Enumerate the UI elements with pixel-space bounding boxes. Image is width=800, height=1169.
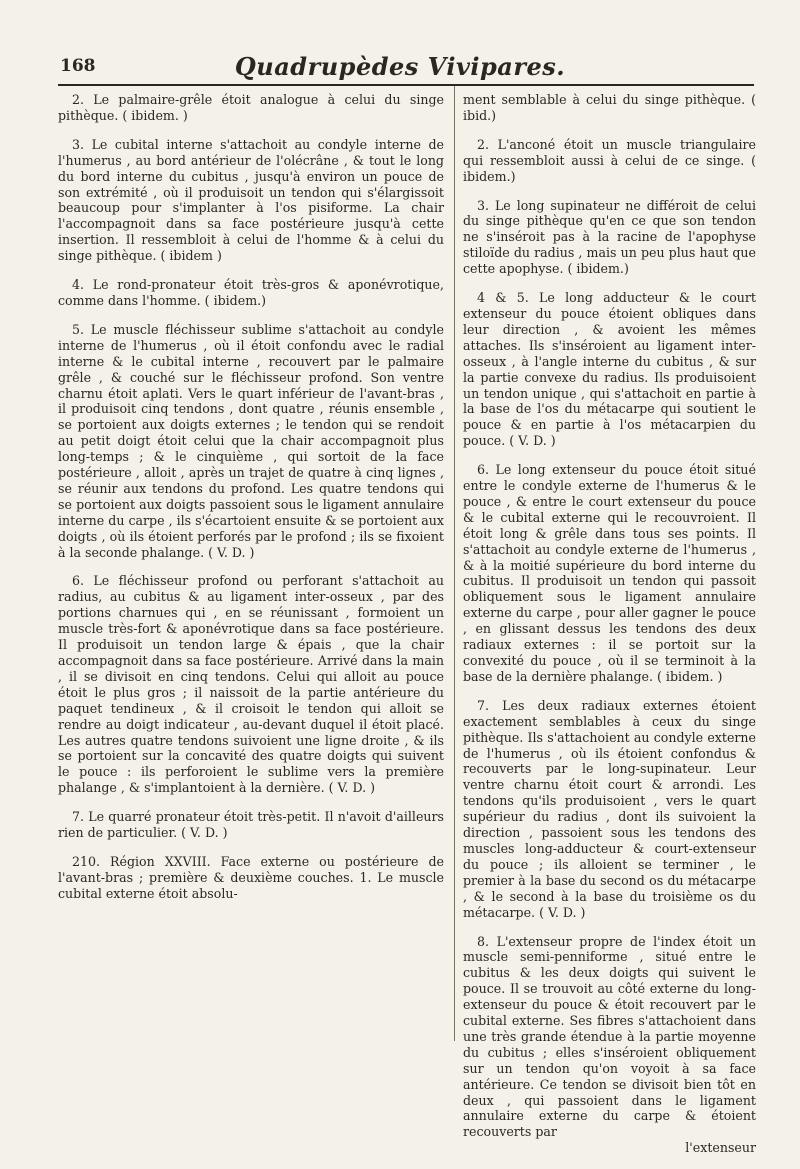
page-header [40,52,760,86]
header-rule [58,84,754,86]
paragraph: 4 & 5. Le long adducteur & le court extenseur du pouce étoient obliques dans leur direction , & avoient les mêmes attaches. Ils s'inséroient au ligament inter-osseux , à l'angle interne du cubitus , & sur la partie convexe du radius. Ils produisoient un tendon unique , qui s'attachoit en partie à la base de l'os du métacarpe qui soutient le pouce & en partie à l'os métacarpien du pouce. ( V. D. ) [463,290,756,449]
paragraph: 4. Le rond-pronateur étoit très-gros & aponévrotique, comme dans l'homme. ( ibidem.) [58,277,444,308]
paragraph: 6. Le long extenseur du pouce étoit situé entre le condyle externe de l'humerus & le pouce , & entre le court extenseur du pouce & le cubital externe qui le recouvroient. Il étoit long & grêle dans tous ses points. Il s'attachoit au condyle externe de l'humerus , & à la moitié supérieure du bord interne du cubitus. Il produisoit un tendon qui passoit obliquement sous le ligament annulaire externe du carpe , pour aller gagner le pouce , en glissant dessus les tendons des deux radiaux externes : il se portoit sur la convexité du pouce , où il se terminoit à la base de la dernière phalange. ( ibidem. ) [463,462,756,684]
paragraph: 7. Les deux radiaux externes étoient exactement semblables à ceux du singe pithèque. Ils s'attachoient au condyle externe de l'humerus , où ils étoient confondus & recouverts par le long-supinateur. Leur ventre charnu étoit court & arrondi. Les tendons qu'ils produisoient , vers le quart supérieur du radius , dont ils suivoient la direction , passoient sous les tendons des muscles long-adducteur & court-extenseur du pouce ; ils alloient se terminer , le premier à la base du second os du métacarpe , & le second à la base du troisième os du métacarpe. ( V. D. ) [463,697,756,920]
paragraph: 3. Le cubital interne s'attachoit au condyle interne de l'humerus , au bord antérieur de l'olécrâne , & tout le long du bord interne du cubitus , jusqu'à environ un pouce de son extrémité , où il produisoit un tendon qui s'élargissoit beaucoup pour s'implanter à l'os pisiforme. La chair l'accompagnoit dans sa face postérieure jusqu'à cette insertion. Il ressembloit à celui de l'homme & à celui du singe pithèque. ( ibidem ) [58,136,444,264]
paragraph: 2. L'anconé étoit un muscle triangulaire qui ressembloit aussi à celui de ce singe. ( ibidem.) [463,136,756,184]
paragraph: 5. Le muscle fléchisseur sublime s'attachoit au condyle interne de l'humerus , où il étoit confondu avec le radial interne & le cubital interne , recouvert par le palmaire grêle , & couché sur le fléchisseur profond. Son ventre charnu étoit aplati. Vers le quart inférieur de l'avant-bras , il produisoit cinq tendons , dont quatre , réunis ensemble , se portoient aux doigts externes ; le tendon qui se rendoit au petit doigt étoit celui que la chair accompagnoit plus long-temps ; & le cinquième , qui sortoit de la face postérieure , alloit , après un trajet de quatre à cinq lignes , se réunir aux tendons du profond. Les quatre tendons qui se portoient aux doigts passoient sous le ligament annulaire interne du carpe , ils s'écartoient ensuite & se portoient aux doigts , où ils étoient perforés par le profond ; ils se fixoient à la seconde phalange. ( V. D. ) [58,321,444,560]
right-column [463,92,756,1169]
catchword: l'extenseur [685,1140,756,1156]
paragraph: 7. Le quarré pronateur étoit très-petit. Il n'avoit d'ailleurs rien de particulier. ( V. D. ) [58,809,444,841]
paragraph: 6. Le fléchisseur profond ou perforant s'attachoit au radius, au cubitus & au ligament inter-osseux , par des portions charnues qui , en se réunissant , formoient un muscle très-fort & aponévrotique dans sa face postérieure. Il produisoit un tendon large & épais , que la chair accompagnoit dans sa face postérieure. Arrivé dans la main , il se divisoit en cinq tendons. Celui qui alloit au pouce étoit le plus gros ; il naissoit de la partie antérieure du paquet tendineux , & il croisoit le tendon qui alloit se rendre au doigt indicateur , au-devant duquel il étoit placé. Les autres quatre tendons suivoient une ligne droite , & ils se portoient sur la concavité des quatre doigts qui suivent le pouce : ils perforoient le sublime vers la première phalange , & s'implantoient à la dernière. ( V. D. ) [58,573,444,796]
left-column [58,92,444,902]
paragraph: 3. Le long supinateur ne différoit de celui du singe pithèque qu'en ce que son tendon ne s'inséroit pas à la racine de l'apophyse stiloïde du radius , mais un peu plus haut que cette apophyse. ( ibidem.) [463,197,756,277]
column-separator [454,86,455,1041]
paragraph: 8. L'extenseur propre de l'index étoit un muscle semi-penniforme , situé entre le cubitus & les deux doigts qui suivent le pouce. Il se trouvoit au côté externe du long-extenseur du pouce & étoit recouvert par le cubital externe. Ses fibres s'attachoient dans une très grande étendue à la partie moyenne du cubitus ; elles s'inséroient obliquement sur un tendon qu'on voyoit à sa face antérieure. Ce tendon se divisoit bien tôt en deux , qui passoient dans le ligament annulaire externe du carpe & étoient recouverts par [463,933,756,1140]
page-number: 168 [60,56,96,76]
running-title: Quadrupèdes Vivipares. [234,52,566,81]
paragraph: 2. Le palmaire-grêle étoit analogue à celui du singe pithèque. ( ibidem. ) [58,92,444,123]
paragraph: ment semblable à celui du singe pithèque. ( ibid.) [463,92,756,123]
section-heading-paragraph: 210. Région XXVIII. Face externe ou postérieure de l'avant-bras ; première & deuxième couches. 1. Le muscle cubital externe étoit absolu- [58,853,444,901]
